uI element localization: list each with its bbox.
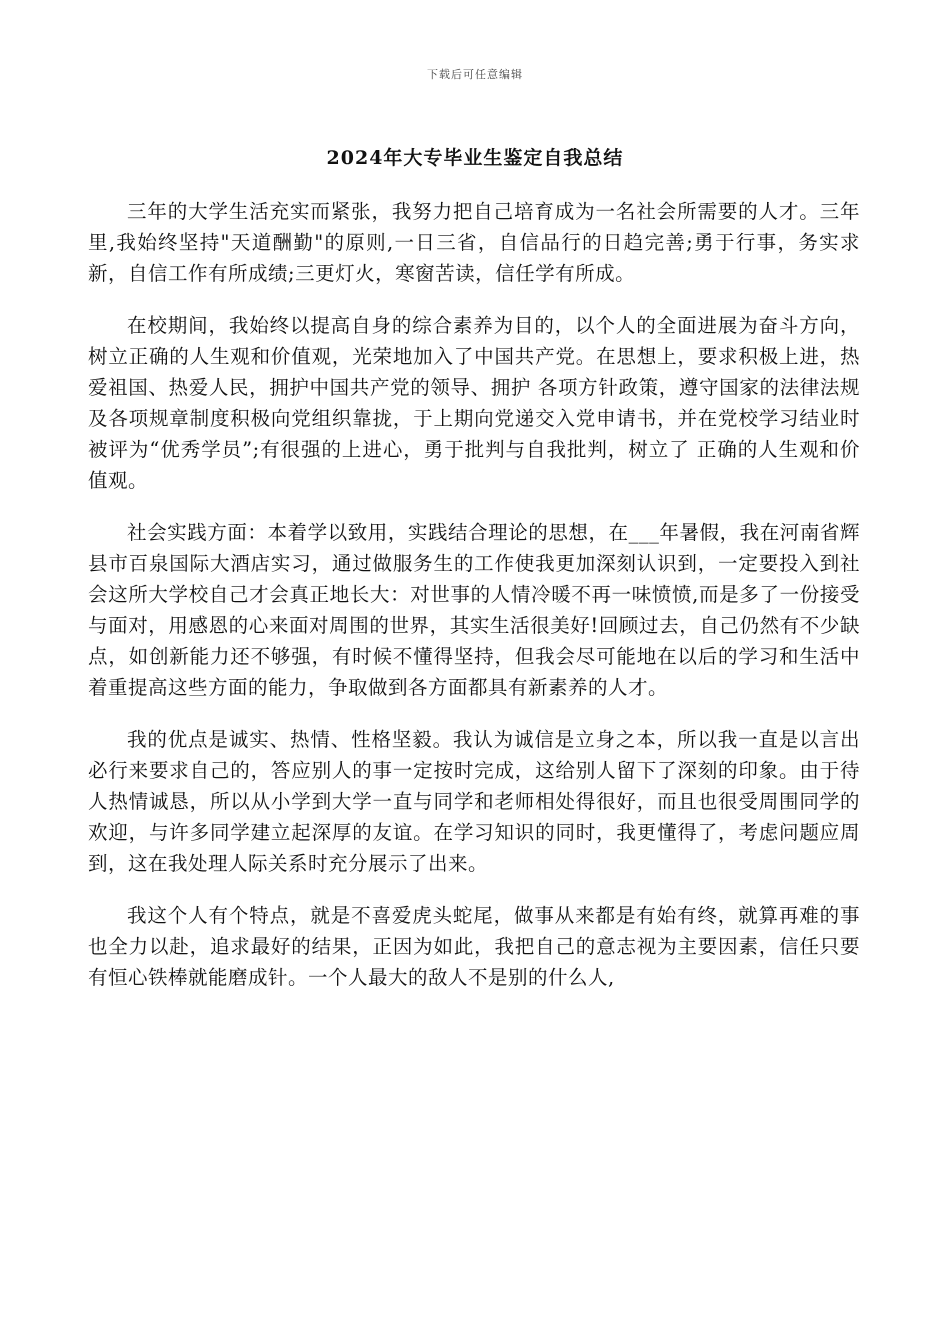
paragraph-intro: 三年的大学生活充实而紧张，我努力把自己培育成为一名社会所需要的人才。三年里,我始终坚持"天道酬勤"的原则,一日三省，自信品行的日趋完善;勇于行事，务实求新，自信工作有所成绩;三更灯火，寒窗苦读，信任学有所成。 (88, 200, 860, 285)
document-title: 2024年大专毕业生鉴定自我总结 (326, 147, 624, 169)
paragraph-school-period: 在校期间，我始终以提高自身的综合素养为目的，以个人的全面进展为奋斗方向，树立正确的人生观和价值观，光荣地加入了中国共产党。在思想上，要求积极上进，热爱祖国、热爱人民，拥护中国共产党的领导、拥护 各项方针政策，遵守国家的法律法规及各项规章制度积极向党组织靠拢，于上期向党递交入党申请书，并在党校学习结业时被评为“优秀学员”;有很强的上进心，勇于批判与自我批判，树立了 正确的人生观和价值观。 (88, 314, 860, 492)
paragraph-social-practice: 社会实践方面：本着学以致用，实践结合理论的思想，在___年暑假，我在河南省辉县市百泉国际大酒店实习，通过做服务生的工作使我更加深刻认识到，一定要投入到社会这所大学校自己才会真正地长大：对世事的人情冷暖不再一味愤愤,而是多了一份接受与面对，用感恩的心来面对周围的世界，其实生活很美好!回顾过去，自己仍然有不少缺点，如创新能力还不够强，有时候不懂得坚持，但我会尽可能地在以后的学习和生活中着重提高这些方面的能力，争取做到各方面都具有新素养的人才。 (88, 521, 860, 699)
header-note: 下载后可任意编辑 (427, 68, 523, 81)
paragraph-strengths: 我的优点是诚实、热情、性格坚毅。我认为诚信是立身之本，所以我一直是以言出必行来要求自己的，答应别人的事一定按时完成，这给别人留下了深刻的印象。由于待人热情诚恳，所以从小学到大学一直与同学和老师相处得很好，而且也很受周围同学的欢迎，与许多同学建立起深厚的友谊。在学习知识的同时，我更懂得了，考虑问题应周到，这在我处理人际关系时充分展示了出来。 (88, 728, 860, 875)
paragraph-character: 我这个人有个特点，就是不喜爱虎头蛇尾，做事从来都是有始有终，就算再难的事也全力以赴，追求最好的结果，正因为如此，我把自己的意志视为主要因素，信任只要有恒心铁棒就能磨成针。一个人最大的敌人不是别的什么人, (88, 904, 860, 989)
document-body (88, 196, 860, 1014)
